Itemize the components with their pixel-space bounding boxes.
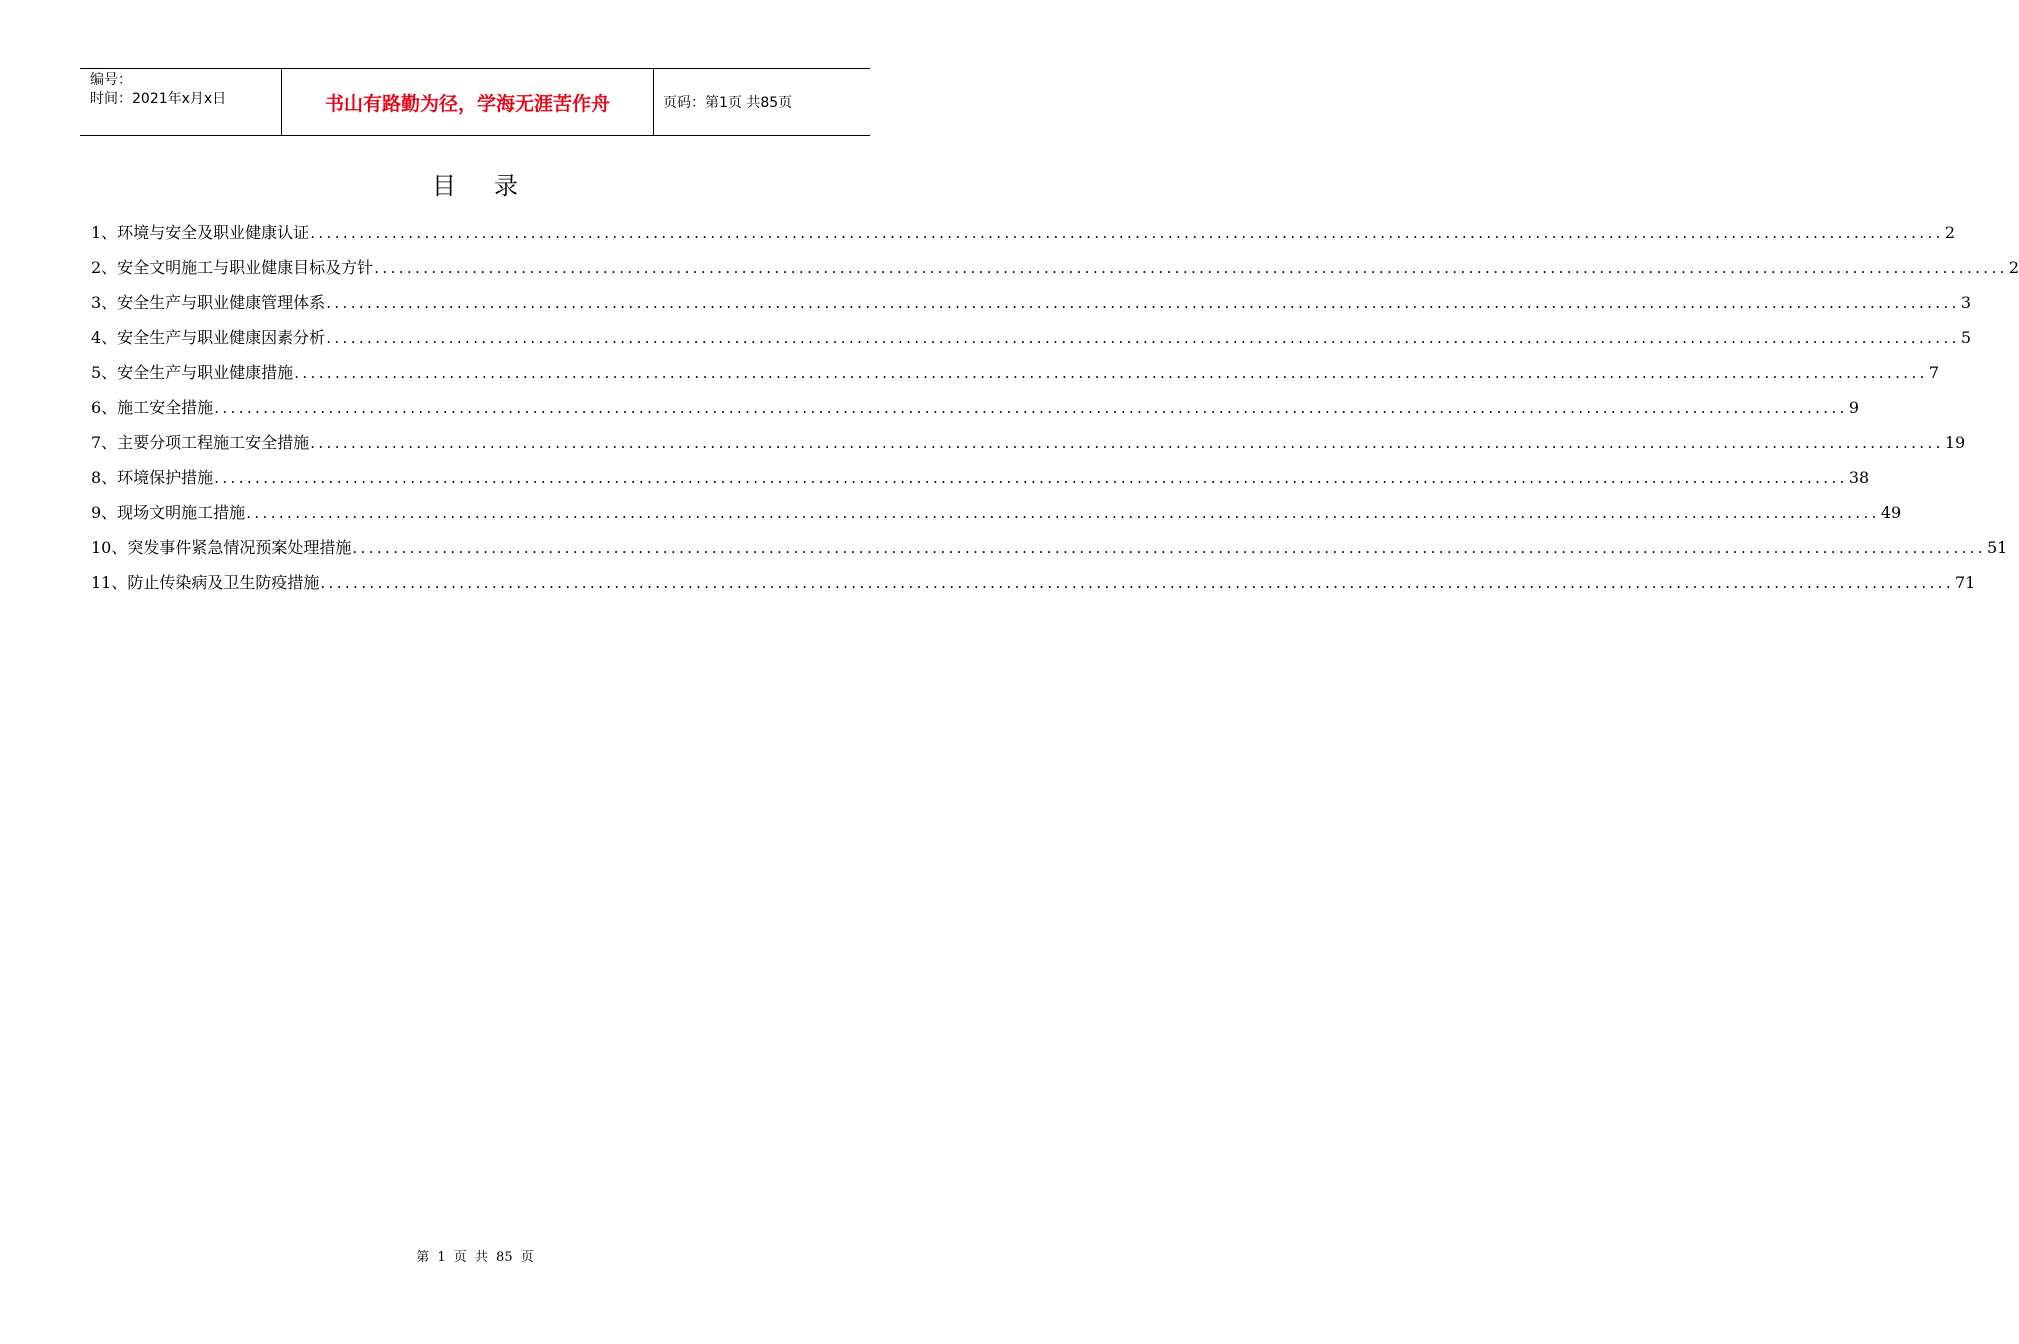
toc-entry[interactable] (91, 500, 1902, 535)
toc-page-number: 9 (1848, 398, 1859, 417)
header-meta (80, 69, 281, 135)
toc-page-number: 38 (1848, 468, 1870, 487)
page-title: 目录 (432, 172, 556, 200)
toc-page-number: 51 (1987, 538, 2008, 557)
toc-page-number: 7 (1928, 363, 1939, 382)
table-of-contents (91, 220, 2019, 605)
toc-entry-text: 3、安全生产与职业健康管理体系 (91, 293, 326, 312)
toc-entry[interactable] (91, 535, 2008, 570)
page-footer: 第 1 页 共 85 页 (416, 1250, 534, 1265)
toc-entry-text: 1、环境与安全及职业健康认证 (91, 223, 310, 242)
toc-entry[interactable] (91, 570, 1976, 605)
toc-leader-dots: ........................................................................................................................................................................................................ (214, 399, 1848, 417)
toc-page-number: 5 (1960, 328, 1971, 347)
toc-entry-text: 4、安全生产与职业健康因素分析 (91, 328, 326, 347)
toc-leader-dots: ........................................................................................................................................................................................................ (374, 259, 2008, 277)
toc-entry[interactable] (91, 430, 1966, 465)
toc-entry[interactable] (91, 395, 1859, 430)
toc-leader-dots: ........................................................................................................................................................................................................ (294, 364, 1928, 382)
toc-page-number: 2 (2008, 258, 2019, 277)
toc-leader-dots: ........................................................................................................................................................................................................ (214, 469, 1848, 487)
toc-entry-text: 6、施工安全措施 (91, 398, 214, 417)
toc-leader-dots: ........................................................................................................................................................................................................ (352, 539, 1986, 557)
toc-page-number: 49 (1880, 503, 1902, 522)
header-motto: 书山有路勤为径，学海无涯苦作舟 (281, 69, 654, 135)
toc-leader-dots: ........................................................................................................................................................................................................ (320, 574, 1954, 592)
toc-entry[interactable] (91, 255, 2019, 290)
header-page-info: 页码：第1页 共85页 (663, 95, 793, 111)
toc-page-number: 19 (1944, 433, 1966, 452)
toc-leader-dots: ........................................................................................................................................................................................................ (326, 329, 1960, 347)
page-header (80, 68, 870, 136)
document-time-label: 时间：2021年x月x日 (90, 91, 227, 107)
toc-entry[interactable] (91, 220, 1955, 255)
toc-leader-dots: ........................................................................................................................................................................................................ (310, 434, 1944, 452)
toc-leader-dots: ........................................................................................................................................................................................................ (246, 504, 1880, 522)
toc-entry-text: 11、防止传染病及卫生防疫措施 (91, 573, 320, 592)
toc-entry-text: 7、主要分项工程施工安全措施 (91, 433, 310, 452)
toc-leader-dots: ........................................................................................................................................................................................................ (310, 224, 1944, 242)
toc-leader-dots: ........................................................................................................................................................................................................ (326, 294, 1960, 312)
toc-entry-text: 9、现场文明施工措施 (91, 503, 246, 522)
toc-page-number: 71 (1955, 573, 1976, 592)
document-number-label: 编号： (90, 72, 132, 88)
toc-entry[interactable] (91, 465, 1870, 500)
toc-entry[interactable] (91, 360, 1939, 395)
toc-entry-text: 8、环境保护措施 (91, 468, 214, 487)
toc-page-number: 2 (1944, 223, 1955, 242)
toc-entry[interactable] (91, 325, 1971, 360)
toc-page-number: 3 (1960, 293, 1971, 312)
toc-entry[interactable] (91, 290, 1971, 325)
toc-entry-text: 5、安全生产与职业健康措施 (91, 363, 294, 382)
toc-entry-text: 10、突发事件紧急情况预案处理措施 (91, 538, 352, 557)
toc-entry-text: 2、安全文明施工与职业健康目标及方针 (91, 258, 374, 277)
